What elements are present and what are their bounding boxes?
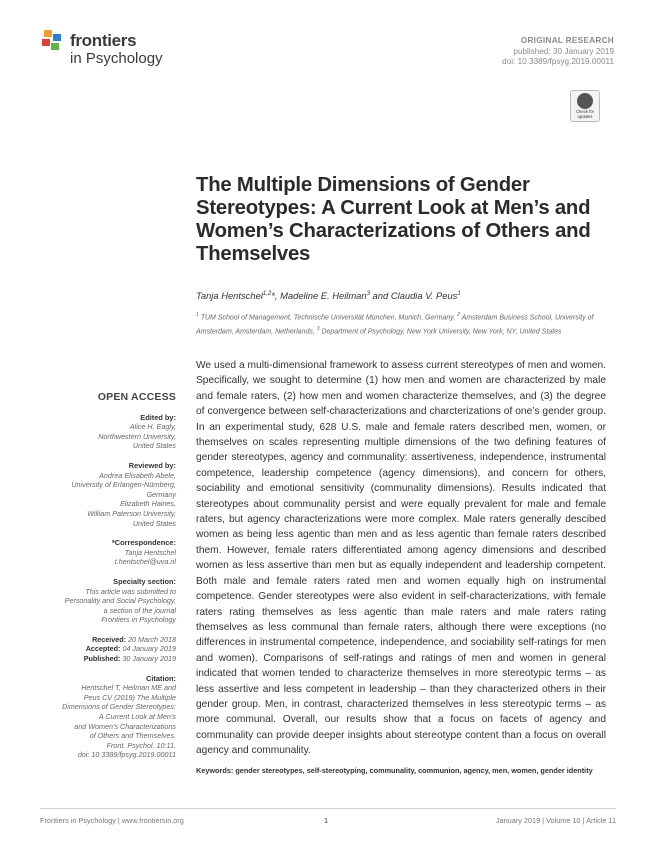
citation-text: Front. Psychol. 10:11. [106,740,176,750]
affiliation-ref: 1 [457,290,461,297]
logo-brand: frontiers [70,31,137,50]
citation-text: Hentschel T, Heilman ME and [81,683,176,693]
badge-label: Check for updates [576,109,594,119]
specialty-text: This article was submitted to [85,586,176,596]
author-name[interactable]: Madeline E. Heilman [280,290,367,301]
specialty-label: Specialty section: [113,576,176,586]
citation-text: and Women’s Characterizations [74,721,176,731]
footer-issue-info: January 2019 | Volume 10 | Article 11 [495,816,616,825]
accepted-date [40,644,176,654]
footer-divider [40,808,616,809]
received-label: Received: [92,634,127,644]
editor-affiliation: United States [132,441,176,451]
accepted-label: Accepted: [85,644,121,654]
citation-text: Peus CV (2019) The Multiple [83,692,176,702]
editor-name[interactable]: Alice H. Eagly, [129,422,176,432]
published-date-sidebar [40,654,176,664]
keywords-label: Keywords: [196,766,234,775]
author-name[interactable]: Tanja Hentschel [196,290,263,301]
correspondence-section [40,538,176,567]
specialty-text: a section of the journal [103,605,176,615]
reviewer-affiliation: William Paterson University, [87,508,176,518]
edited-by-label: Edited by: [140,412,176,422]
edited-by-section [40,413,176,451]
affiliation-number: 3 [316,325,320,332]
doi[interactable]: doi: 10.3389/fpsyg.2019.00011 [502,57,614,66]
reviewer-name[interactable]: Elizabeth Haines, [120,499,176,509]
received-value: 20 March 2018 [128,634,176,644]
reviewer-affiliation: United States [132,518,176,528]
reviewer-name[interactable]: Andrea Elisabeth Abele, [99,470,176,480]
corresponding-star: * [271,290,275,301]
affiliation-number: 2 [457,312,460,318]
footer-journal-link[interactable]: Frontiers in Psychology | www.frontiersin.org [40,816,184,825]
article-type: ORIGINAL RESEARCH [520,36,614,45]
journal-logo[interactable] [42,28,182,72]
author-name[interactable]: Claudia V. Peus [390,290,458,301]
keywords [196,766,606,777]
correspondence-label: *Correspondence: [111,538,176,548]
specialty-text: Frontiers in Psychology [101,615,176,625]
check-for-updates-badge[interactable] [570,90,600,122]
author-separator: , [274,290,281,301]
reviewed-by-section [40,461,176,528]
published-value: 30 January 2019 [122,654,176,664]
citation-text: A Current Look at Men’s [98,712,176,722]
received-date [40,635,176,645]
correspondence-name: Tanja Hentschel [124,547,176,557]
dates-section [40,635,176,664]
published-label: Published: [83,654,121,664]
update-icon [577,93,593,109]
author-separator: and [369,290,391,301]
reviewer-affiliation: Germany [146,489,176,499]
abstract: We used a multi-dimensional framework to assess current stereotypes of men and women. Specifically, we sought to determine (1) how men and women are characterized by male and female raters, (2) how men and women characterize themselves, and (3) the degree of convergence between self-characterizations and charcterizations of one’s gender group. In an experimental study, 628 U.S. male and female raters described men, women, or themselves on scales representing multiple dimensions of the two defining features of gender stereotypes, agency and communality: assertiveness, independence, instrumental competence, leadership competence (agency dimensions), and concern for others, sociability and emotional sensitivity (communality dimensions). Results indicated that stereotypes about communality persist and were equally prevalent for male and female raters, but agency characterizations were more complex. Male raters generally descibed women as being less agentic than men and as less agentic than female raters described them. However, female raters differentiated among agency dimensions and described women as less assertive than men but as equally independent and leadership competent. Both male and female raters rated men and women equally high on instrumental competence. Gender stereotypes were also evident in self-characterizations, with female raters rating themselves as less agentic than male raters and male raters rating themselves as less communal than female raters, although there were exceptions (no differences in instrumental competence, independence, and sociability self-ratings for men and women). Comparisons of self-ratings and ratings of men and women in general indicated that women tended to characterize themselves in more stereotypic terms – as less assertive and less competent in leadership – than they characterized others in their gender group. Men, in contrast, characterized themselves in less stereotypic terms – as more communal. Overall, our results show that a focus on facets of agency and communality can provide deeper insights about stereotype content than a focus on overall agency and communality. [196,360,606,757]
open-access-label: OPEN ACCESS [97,391,176,403]
affiliation-text: Department of Psychology, New York University, New York, NY, United States [319,328,562,336]
affiliations [196,310,606,338]
specialty-text: Personality and Social Psychology, [64,596,176,606]
specialty-section [40,577,176,625]
frontiers-logo-icon [42,30,66,52]
page-number: 1 [324,816,329,825]
published-date: published: 30 January 2019 [513,46,614,56]
correspondence-email[interactable]: t.hentschel@uva.nl [114,557,176,567]
affiliation-ref: 3 [366,290,370,297]
reviewed-by-label: Reviewed by: [128,460,176,470]
logo-journal-name: in Psychology [70,50,163,67]
article-header-info [502,36,614,68]
citation-label: Citation: [146,673,176,683]
editor-affiliation: Northwestern University, [98,431,176,441]
keywords-list: gender stereotypes, self-stereotyping, communality, communion, agency, men, women, gender identity [233,766,593,775]
article-info-sidebar [40,393,176,770]
affiliation-text: TUM School of Management, Technische Universität München, Munich, Germany, [198,314,458,322]
reviewer-affiliation: University of Erlangen-Nürnberg, [71,480,176,490]
citation-text: Dimensions of Gender Stereotypes: [62,702,176,712]
affiliation-number: 1 [196,312,199,318]
citation-text: of Others and Themselves. [89,731,176,741]
affiliation-ref: 1,2 [262,290,272,297]
affiliation-text: Amsterdam Business School, University of Amsterdam, Amsterdam, Netherlands, [196,314,594,336]
citation-section [40,674,176,760]
accepted-value: 04 January 2019 [122,644,176,654]
article-title: The Multiple Dimensions of Gender Stereotypes: A Current Look at Men’s and Women’s Characterizations of Others and Themselves [196,174,591,265]
citation-doi[interactable]: doi: 10.3389/fpsyg.2019.00011 [77,750,176,760]
author-list [196,290,616,301]
